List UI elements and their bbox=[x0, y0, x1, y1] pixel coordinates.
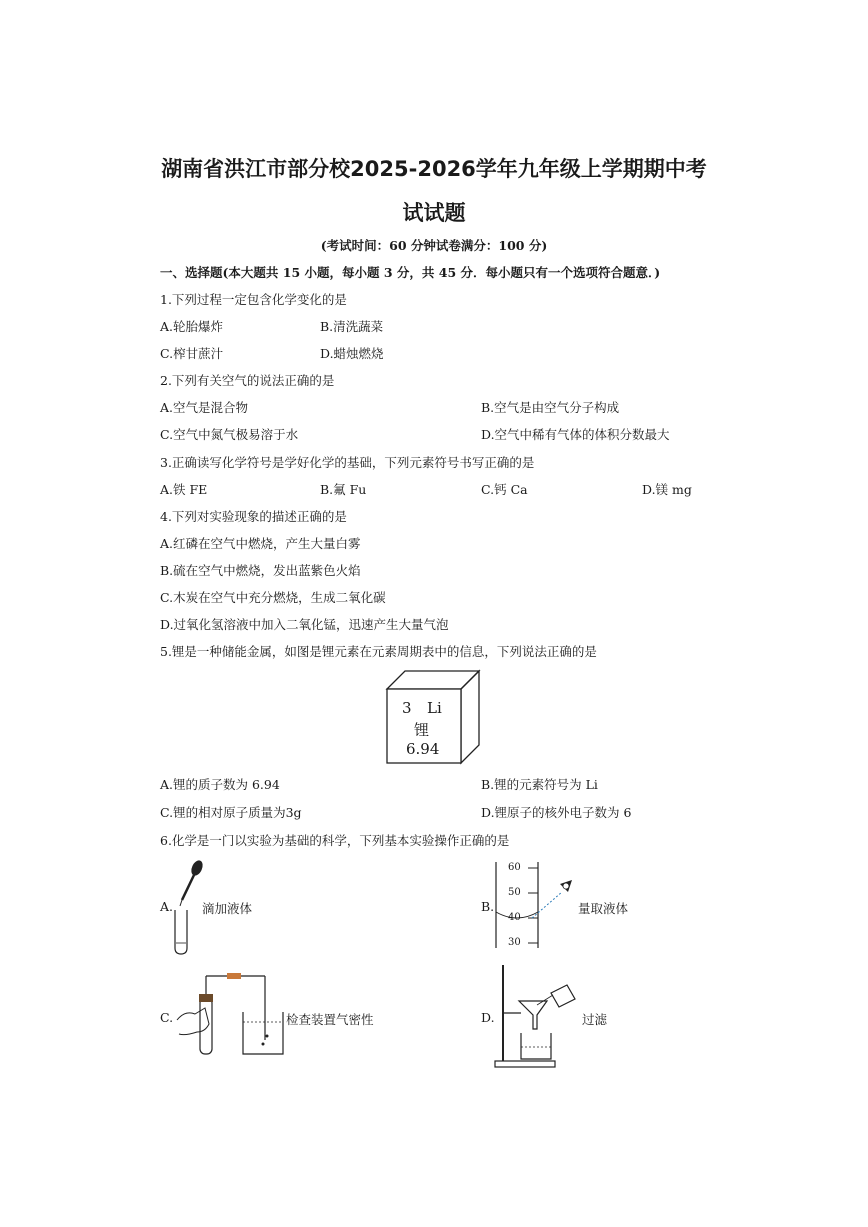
section-heading: 一、选择题(本大题共 15 小题，每小题 3 分，共 45 分．每小题只有一个选项符合题意．) bbox=[160, 265, 661, 280]
airtight-check-figure bbox=[175, 968, 287, 1058]
q1-option-b: B.清洗蔬菜 bbox=[320, 319, 384, 334]
dropper-figure bbox=[172, 858, 206, 956]
q4-option-a: A.红磷在空气中燃烧，产生大量白雾 bbox=[160, 536, 361, 551]
q1-stem: 1.下列过程一定包含化学变化的是 bbox=[160, 292, 347, 307]
q6-option-c-letter: C. bbox=[160, 1010, 174, 1025]
q5-option-c: C.锂的相对原子质量为3g bbox=[160, 805, 302, 820]
q2-option-b: B.空气是由空气分子构成 bbox=[481, 400, 620, 415]
q3-option-d: D.镁 mg bbox=[642, 482, 692, 497]
q2-option-d: D.空气中稀有气体的体积分数最大 bbox=[481, 427, 670, 442]
cylinder-tick-30: 30 bbox=[508, 937, 521, 948]
q4-option-d: D.过氧化氢溶液中加入二氧化锰，迅速产生大量气泡 bbox=[160, 617, 449, 632]
q6-option-d-letter: D. bbox=[481, 1010, 495, 1025]
q6-option-c-label: 检查装置气密性 bbox=[286, 1012, 374, 1027]
element-symbol: Li bbox=[427, 699, 442, 717]
q6-option-b-letter: B. bbox=[481, 899, 495, 914]
q3-option-c: C.钙 Ca bbox=[481, 482, 528, 497]
q3-option-a: A.铁 FE bbox=[160, 482, 208, 497]
q2-stem: 2.下列有关空气的说法正确的是 bbox=[160, 373, 335, 388]
q5-option-b: B.锂的元素符号为 Li bbox=[481, 777, 598, 792]
q6-stem: 6.化学是一门以实验为基础的科学，下列基本实验操作正确的是 bbox=[160, 833, 510, 848]
element-mass: 6.94 bbox=[406, 740, 440, 758]
cylinder-tick-40: 40 bbox=[508, 912, 521, 923]
exam-title-line2: 试试题 bbox=[402, 201, 466, 225]
q4-stem: 4.下列对实验现象的描述正确的是 bbox=[160, 509, 347, 524]
q6-option-b-label: 量取液体 bbox=[578, 901, 629, 916]
filtration-figure bbox=[493, 963, 589, 1069]
element-atomic-number: 3 bbox=[402, 699, 412, 717]
element-name: 锂 bbox=[414, 721, 430, 739]
q3-option-b: B.氟 Fu bbox=[320, 482, 367, 497]
cylinder-figure bbox=[492, 860, 592, 950]
cylinder-tick-60: 60 bbox=[508, 862, 521, 873]
q2-option-c: C.空气中氮气极易溶于水 bbox=[160, 427, 299, 442]
q2-option-a: A.空气是混合物 bbox=[160, 400, 249, 415]
q4-option-b: B.硫在空气中燃烧，发出蓝紫色火焰 bbox=[160, 563, 361, 578]
cylinder-tick-50: 50 bbox=[508, 887, 521, 898]
q5-option-a: A.锂的质子数为 6.94 bbox=[160, 777, 280, 792]
q1-option-c: C.榨甘蔗汁 bbox=[160, 346, 224, 361]
q5-stem: 5.锂是一种储能金属，如图是锂元素在元素周期表中的信息，下列说法正确的是 bbox=[160, 644, 597, 659]
q3-stem: 3.正确读写化学符号是学好化学的基础，下列元素符号书写正确的是 bbox=[160, 455, 535, 470]
q1-option-a: A.轮胎爆炸 bbox=[160, 319, 224, 334]
exam-title-line1: 湖南省洪江市部分校2025-2026学年九年级上学期期中考 bbox=[161, 157, 707, 181]
q6-option-d-label: 过滤 bbox=[582, 1012, 608, 1027]
q1-option-d: D.蜡烛燃烧 bbox=[320, 346, 384, 361]
q6-option-a-letter: A. bbox=[160, 899, 174, 914]
q6-option-a-label: 滴加液体 bbox=[202, 901, 253, 916]
exam-subtitle: (考试时间：60 分钟试卷满分：100 分) bbox=[320, 238, 548, 253]
q5-option-d: D.锂原子的核外电子数为 6 bbox=[481, 805, 632, 820]
q4-option-c: C.木炭在空气中充分燃烧，生成二氧化碳 bbox=[160, 590, 386, 605]
